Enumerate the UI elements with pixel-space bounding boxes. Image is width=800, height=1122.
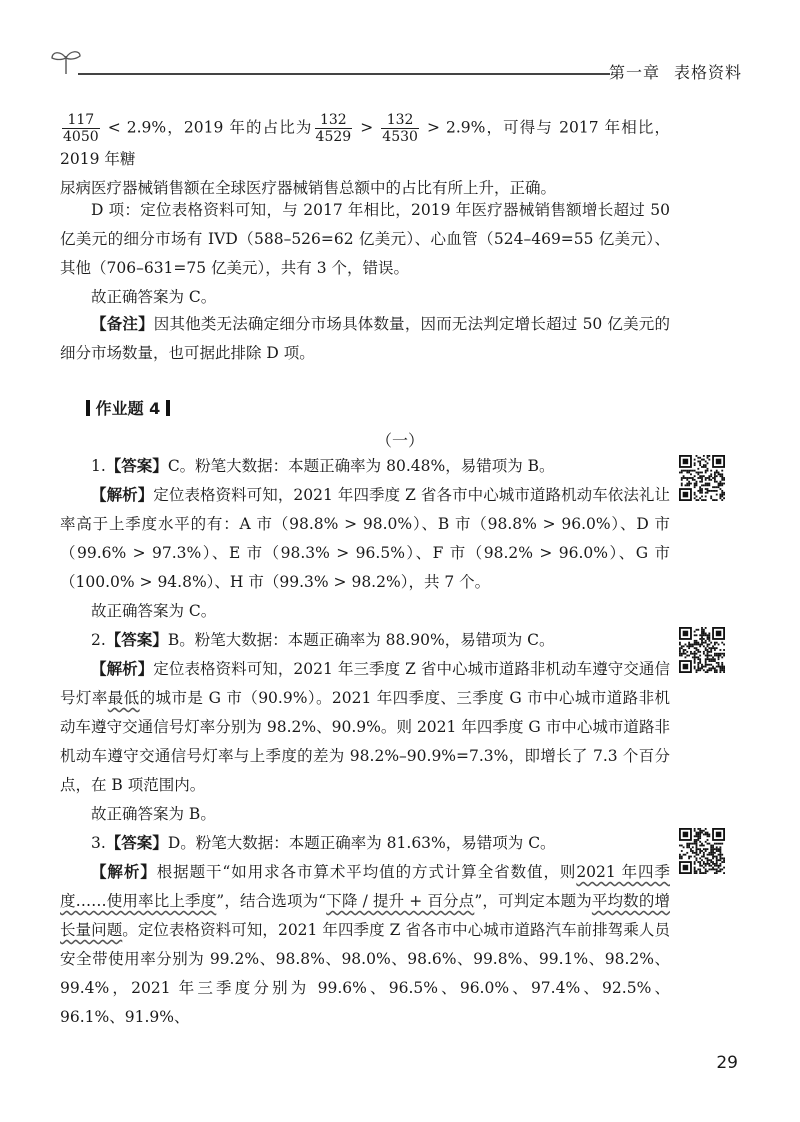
q2-conclusion: 故正确答案为 B。 <box>91 805 216 823</box>
header-rule <box>78 73 610 75</box>
sub-heading: （一） <box>375 431 424 450</box>
page-number: 29 <box>716 1053 738 1073</box>
running-header <box>609 60 742 83</box>
paragraph-note: 【备注】因其他类无法确定细分市场具体数量，因而无法判定增长超过 50 亿美元的细分市场数量，也可据此排除 D 项。 <box>60 315 670 362</box>
qr-code-2[interactable] <box>679 627 725 673</box>
q1-answer: 1.【答案】C。粉笔大数据：本题正确率为 80.48%，易错项为 B。 <box>91 457 555 475</box>
q3-answer: 3.【答案】D。粉笔大数据：本题正确率为 81.63%，易错项为 C。 <box>91 834 556 852</box>
qr-code-1[interactable] <box>679 455 725 501</box>
chapter-title: 表格资料 <box>673 63 742 82</box>
paragraph-option-d: D 项：定位表格资料可知，与 2017 年相比，2019 年医疗器械销售额增长超过 50 亿美元的细分市场有 IVD（588–526=62 亿美元）、心血管（524–469=55 亿美元）、其他（706–631=75 亿美元），共有 3 个，错误。 <box>60 201 670 277</box>
fraction-1: $\frac{117}{4050}$ <box>63 112 99 145</box>
sprout-icon <box>48 46 84 76</box>
q2-analysis: 【解析】定位表格资料可知，2021 年三季度 Z 省中心城市道路非机动车遵守交通信号灯率最低的城市是 G 市（90.9%）。2021 年四季度、三季度 G 市中心城市道路非机动车遵守交通信号灯率分别为 98.2%、90.9%。则 2021 年四季度 G 市中心城市道路非机动车遵守交通信号灯率与上季度的差为 98.2%–90.9%=7.3%，即增长了 7.3 个百分点，在 B 项范围内。 <box>60 660 670 794</box>
qr-code-3[interactable] <box>679 828 725 874</box>
paragraph-fraction-comparison: $\frac{117}{4050}$ < 2.9%，2019 年的占比为 $\frac{132}{4529}$ > $\frac{132}{4530}$ > 2.9%，可得与 2017 年相比，2019 年糖 尿病医疗器械销售额在全球医疗器械销售总额中的占比有所上升，正确。 <box>60 112 670 197</box>
q1-conclusion: 故正确答案为 C。 <box>91 602 217 620</box>
q1-analysis: 【解析】定位表格资料可知，2021 年四季度 Z 省各市中心城市道路机动车依法礼让率高于上季度水平的有：A 市（98.8% > 98.0%）、B 市（98.8% > 96.0%）、D 市（99.6% > 97.3%）、E 市（98.3% > 96.5%）、F 市（98.2% > 96.0%）、G 市（100.0% > 94.8%）、H 市（99.3% > 98.2%），共 7 个。 <box>60 486 670 591</box>
q2-answer: 2.【答案】B。粉笔大数据：本题正确率为 88.90%，易错项为 C。 <box>91 631 555 649</box>
section-title: 作业题 4 <box>86 396 170 419</box>
chapter-label: 第一章 <box>608 63 660 82</box>
note-tag: 【备注】 <box>91 315 154 333</box>
paragraph-conclusion: 故正确答案为 C。 <box>91 288 217 306</box>
q3-analysis: 【解析】根据题干“如用求各市算术平均值的方式计算全省数值，则2021 年四季度……使用率比上季度”，结合选项为“下降 / 提升 + 百分点”，可判定本题为平均数的增长量问题。定位表格资料可知，2021 年四季度 Z 省各市中心城市道路汽车前排驾乘人员安全带使用率分别为 99.2%、98.8%、98.0%、98.6%、99.8%、99.1%、98.2%、99.4%，2021 年三季度分别为 99.6%、96.5%、96.0%、97.4%、92.5%、96.1%、91.9%、 <box>60 863 670 1026</box>
fraction-2: $\frac{132}{4529}$ <box>315 112 352 145</box>
fraction-3: $\frac{132}{4530}$ <box>382 112 418 145</box>
